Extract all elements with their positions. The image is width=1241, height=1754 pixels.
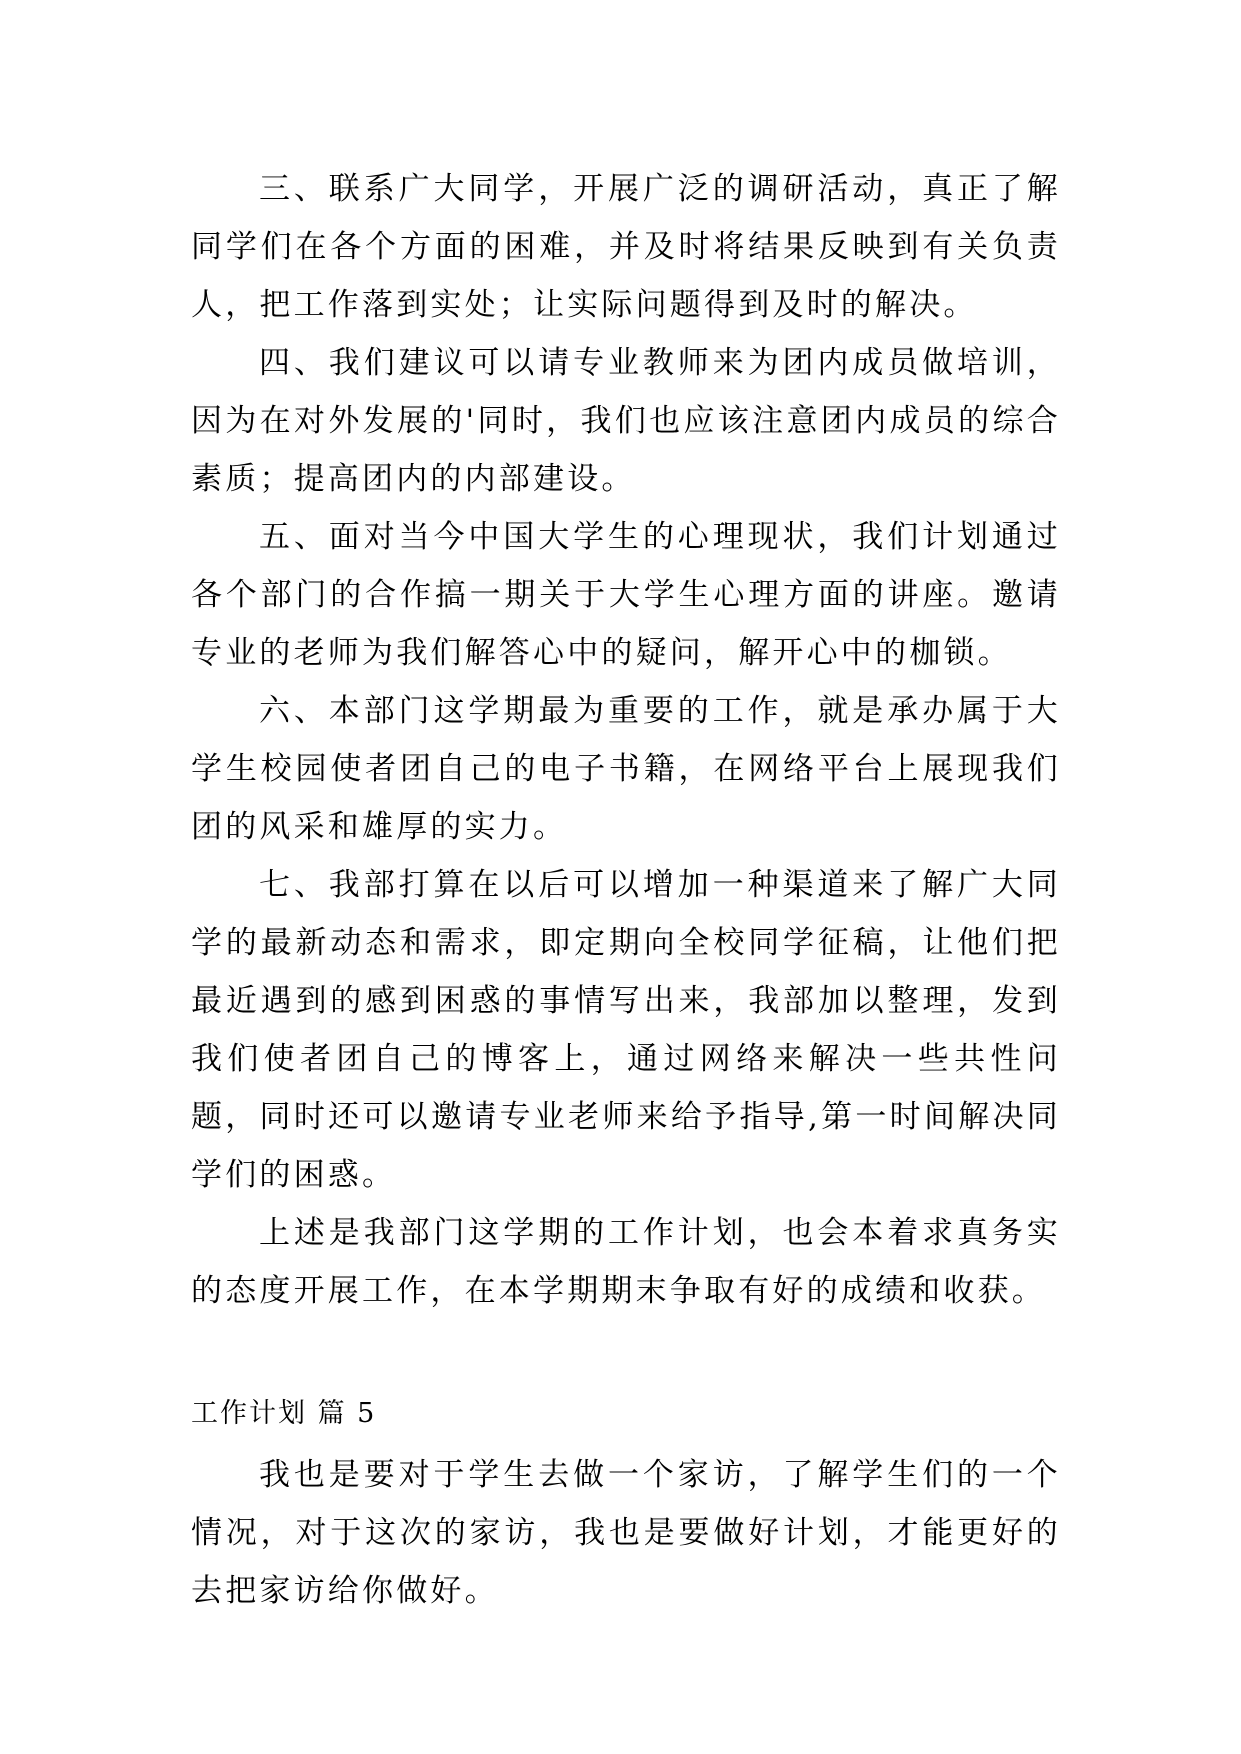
paragraph-item-3: 三、联系广大同学，开展广泛的调研活动，真正了解同学们在各个方面的困难，并及时将结果反映到有关负责人，把工作落到实处；让实际问题得到及时的解决。 — [191, 171, 1061, 323]
paragraph-item-4: 四、我们建议可以请专业教师来为团内成员做培训，因为在对外发展的'同时，我们也应该注意团内成员的综合素质；提高团内的内部建设。 — [191, 345, 1061, 497]
document-body — [191, 160, 1061, 1620]
paragraph-item-7: 七、我部打算在以后可以增加一种渠道来了解广大同学的最新动态和需求，即定期向全校同学征稿，让他们把最近遇到的感到困惑的事情写出来，我部加以整理，发到我们使者团自己的博客上，通过网络来解决一些共性问题，同时还可以邀请专业老师来给予指导,第一时间解决同学们的困惑。 — [191, 867, 1061, 1193]
paragraph-item-6: 六、本部门这学期最为重要的工作，就是承办属于大学生校园使者团自己的电子书籍，在网络平台上展现我们团的风采和雄厚的实力。 — [191, 693, 1061, 845]
paragraph-item-5: 五、面对当今中国大学生的心理现状，我们计划通过各个部门的合作搞一期关于大学生心理方面的讲座。邀请专业的老师为我们解答心中的疑问，解开心中的枷锁。 — [191, 519, 1061, 671]
section-paragraph: 我也是要对于学生去做一个家访，了解学生们的一个情况，对于这次的家访，我也是要做好计划，才能更好的去把家访给你做好。 — [191, 1457, 1061, 1609]
section-heading: 工作计划 篇 5 — [191, 1398, 377, 1429]
paragraph-summary: 上述是我部门这学期的工作计划，也会本着求真务实的态度开展工作，在本学期期末争取有好的成绩和收获。 — [191, 1215, 1061, 1309]
